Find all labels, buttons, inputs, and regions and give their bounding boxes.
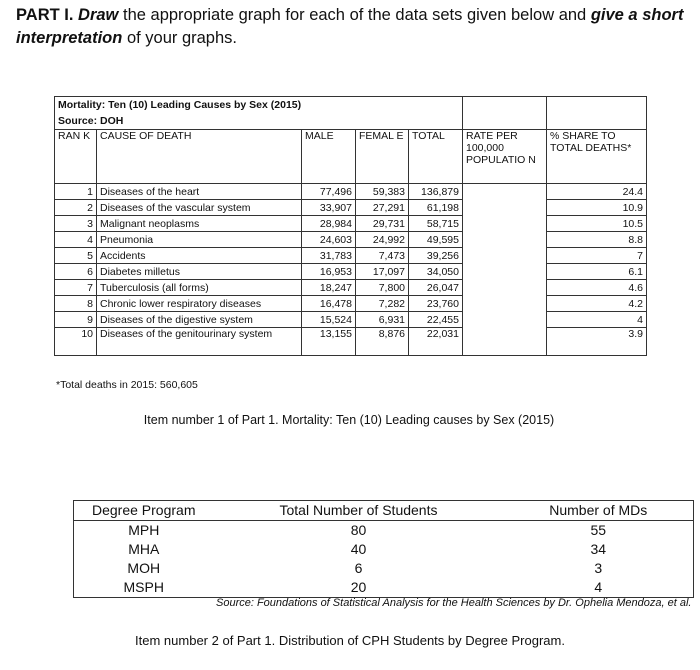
students-table xyxy=(73,500,694,598)
draw-keyword: Draw xyxy=(78,6,119,24)
cell-rate xyxy=(463,328,547,356)
cell-female: 7,473 xyxy=(356,248,409,264)
table-row xyxy=(74,540,694,559)
table-title: Mortality: Ten (10) Leading Causes by Sex (2015) xyxy=(55,97,463,114)
cell-total: 23,760 xyxy=(409,296,463,312)
cell-students: 6 xyxy=(354,560,363,576)
cell-students: 20 xyxy=(214,578,504,598)
cell-male: 28,984 xyxy=(302,216,356,232)
cell-mds: 55 xyxy=(504,521,694,541)
cell-mds: 34 xyxy=(504,540,694,559)
cell-male: 31,783 xyxy=(302,248,356,264)
mortality-table xyxy=(54,96,647,356)
table-row xyxy=(55,264,647,280)
table-row xyxy=(55,296,647,312)
cell-female: 6,931 xyxy=(356,312,409,328)
cell-total: 136,879 xyxy=(409,184,463,200)
cell-female: 59,383 xyxy=(356,184,409,200)
cell-program: MPH xyxy=(74,521,214,541)
table-row xyxy=(55,200,647,216)
give-keyword: give a short interpretation xyxy=(16,6,684,47)
part-label: PART I. xyxy=(16,6,74,24)
cell-rate xyxy=(463,200,547,216)
cell-share: 3.9 xyxy=(547,328,647,356)
table-source: Source: DOH xyxy=(55,113,463,130)
cell-cause: Pneumonia xyxy=(97,232,302,248)
cell-rate xyxy=(463,216,547,232)
cell-total: 22,455 xyxy=(409,312,463,328)
cell-total: 58,715 xyxy=(409,216,463,232)
col-header-program: Degree Program xyxy=(74,501,214,521)
cell-female: 27,291 xyxy=(356,200,409,216)
cell-share: 4.6 xyxy=(547,280,647,296)
table-row xyxy=(74,521,694,541)
instructions xyxy=(16,4,692,50)
cell-rank: 6 xyxy=(55,264,97,280)
col-header-share: % SHARE TO TOTAL DEATHS* xyxy=(547,130,647,184)
cell-rate xyxy=(463,264,547,280)
instruction-text-1: the appropriate graph for each of the data sets given below and xyxy=(123,6,587,24)
cell-cause: Diseases of the genitourinary system xyxy=(97,328,302,356)
cell-male: 13,155 xyxy=(302,328,356,356)
col-header-cause: CAUSE OF DEATH xyxy=(97,130,302,184)
cell-share: 8.8 xyxy=(547,232,647,248)
cell-rate xyxy=(463,248,547,264)
cell-rank: 10 xyxy=(55,328,97,356)
cell-cause: Tuberculosis (all forms) xyxy=(97,280,302,296)
cell-male: 33,907 xyxy=(302,200,356,216)
col-header-female: FEMAL E xyxy=(356,130,409,184)
cell-rank: 2 xyxy=(55,200,97,216)
cell-female: 24,992 xyxy=(356,232,409,248)
cell-cause: Malignant neoplasms xyxy=(97,216,302,232)
cell-mds: 3 xyxy=(504,559,694,578)
col-header-rank: RAN K xyxy=(55,130,97,184)
table-row xyxy=(74,559,694,578)
col-header-rate: RATE PER 100,000 POPULATIO N xyxy=(463,130,547,184)
cell-rate xyxy=(463,280,547,296)
table-row xyxy=(55,312,647,328)
caption-item-2: Item number 2 of Part 1. Distribution of CPH Students by Degree Program. xyxy=(135,633,565,648)
table-row xyxy=(55,216,647,232)
cell-students: 80 xyxy=(350,522,367,538)
cell-rate xyxy=(463,296,547,312)
cell-cause: Diabetes milletus xyxy=(97,264,302,280)
cell-male: 16,953 xyxy=(302,264,356,280)
cell-male: 18,247 xyxy=(302,280,356,296)
cell-rate xyxy=(463,232,547,248)
cell-female: 17,097 xyxy=(356,264,409,280)
table-row xyxy=(55,248,647,264)
table-row xyxy=(55,328,647,356)
table2-source: Source: Foundations of Statistical Analysis for the Health Sciences by Dr. Ophelia Mendoza, et al. xyxy=(216,597,692,609)
cell-total: 61,198 xyxy=(409,200,463,216)
cell-rank: 5 xyxy=(55,248,97,264)
caption-item-1: Item number 1 of Part 1. Mortality: Ten (10) Leading causes by Sex (2015) xyxy=(143,413,555,427)
table-row xyxy=(55,280,647,296)
cell-mds: 4 xyxy=(504,578,694,598)
cell-share: 4 xyxy=(547,312,647,328)
cell-female: 8,876 xyxy=(356,328,409,356)
cell-share: 24.4 xyxy=(547,184,647,200)
cell-female: 7,800 xyxy=(356,280,409,296)
cell-share: 4.2 xyxy=(547,296,647,312)
cell-cause: Diseases of the digestive system xyxy=(97,312,302,328)
cell-total: 26,047 xyxy=(409,280,463,296)
cell-rank: 8 xyxy=(55,296,97,312)
cell-total: 49,595 xyxy=(409,232,463,248)
cell-total: 22,031 xyxy=(409,328,463,356)
cell-male: 15,524 xyxy=(302,312,356,328)
cell-cause: Diseases of the heart xyxy=(97,184,302,200)
cell-program: MOH xyxy=(74,559,214,578)
cell-female: 7,282 xyxy=(356,296,409,312)
cell-rank: 9 xyxy=(55,312,97,328)
cell-rate xyxy=(463,184,547,200)
cell-rank: 7 xyxy=(55,280,97,296)
cell-female: 29,731 xyxy=(356,216,409,232)
cell-cause: Diseases of the vascular system xyxy=(97,200,302,216)
col-header-students: Total Number of Students xyxy=(214,501,504,521)
col-header-male: MALE xyxy=(302,130,356,184)
table-row xyxy=(55,232,647,248)
cell-rank: 4 xyxy=(55,232,97,248)
cell-male: 16,478 xyxy=(302,296,356,312)
table-row xyxy=(74,578,694,598)
cell-share: 10.9 xyxy=(547,200,647,216)
cell-share: 10.5 xyxy=(547,216,647,232)
col-header-mds: Number of MDs xyxy=(504,501,694,521)
instruction-text-2: of your graphs. xyxy=(126,29,237,47)
cell-share: 6.1 xyxy=(547,264,647,280)
cell-program: MHA xyxy=(74,540,214,559)
cell-male: 77,496 xyxy=(302,184,356,200)
table-footnote: *Total deaths in 2015: 560,605 xyxy=(56,379,198,391)
table-row xyxy=(55,184,647,200)
cell-total: 39,256 xyxy=(409,248,463,264)
cell-share: 7 xyxy=(547,248,647,264)
cell-students: 40 xyxy=(350,541,367,557)
cell-male: 24,603 xyxy=(302,232,356,248)
cell-cause: Accidents xyxy=(97,248,302,264)
cell-rate xyxy=(463,312,547,328)
cell-cause: Chronic lower respiratory diseases xyxy=(97,296,302,312)
cell-program: MSPH xyxy=(74,578,214,598)
cell-total: 34,050 xyxy=(409,264,463,280)
cell-rank: 1 xyxy=(55,184,97,200)
cell-rank: 3 xyxy=(55,216,97,232)
col-header-total: TOTAL xyxy=(409,130,463,184)
